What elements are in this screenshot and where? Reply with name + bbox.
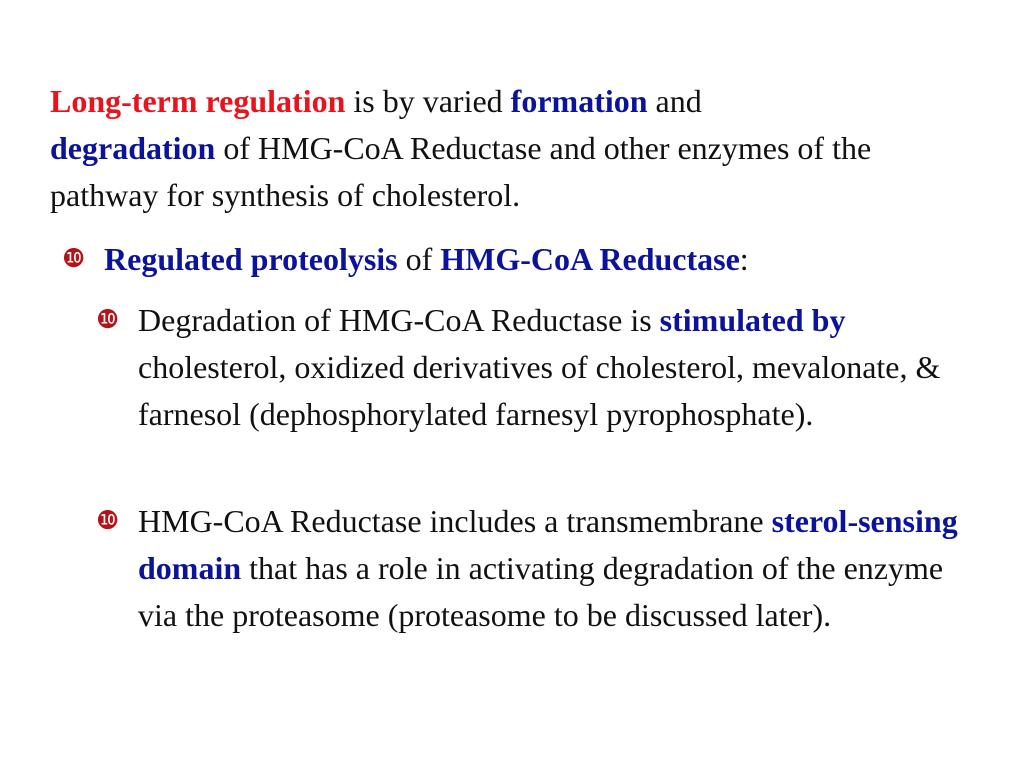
term-degradation: degradation [50, 130, 216, 166]
heading-bullet [62, 236, 992, 283]
sub-bullet-2 [96, 498, 976, 639]
sub-bullet-plain: Degradation of HMG-CoA Reductase is [138, 302, 660, 338]
intro-text: is by varied [345, 83, 511, 119]
sub-bullet-plain: cholesterol, oxidized derivatives of cholesterol, mevalonate, & farnesol (dephosphorylated farnesyl pyrophosphate). [138, 349, 941, 432]
heading-text [104, 236, 992, 283]
intro-text: and [647, 83, 702, 119]
intro-paragraph [50, 78, 980, 219]
heading-plain: of [397, 241, 441, 277]
term-formation: formation [510, 83, 648, 119]
term-stimulated-by: stimulated by [659, 302, 846, 338]
term-sterol-sensing-domain: sterol-sensing domain [138, 503, 958, 586]
intro-text: of HMG-CoA Reductase and other enzymes of the pathway for synthesis of cholesterol. [50, 130, 872, 213]
heading-colon: : [739, 241, 749, 277]
sub-bullet-text [138, 297, 976, 438]
term-regulated-proteolysis: Regulated proteolysis [104, 241, 398, 277]
bullet-icon: ❿ [96, 506, 120, 536]
term-hmg-coa-reductase: HMG-CoA Reductase [440, 241, 740, 277]
sub-bullet-plain: HMG-CoA Reductase includes a transmembrane [138, 503, 772, 539]
sub-bullet-plain: that has a role in activating degradation of the enzyme via the proteasome (proteasome to be discussed later). [138, 550, 944, 633]
bullet-icon: ❿ [62, 244, 86, 274]
sub-bullet-text [138, 498, 976, 639]
bullet-icon: ❿ [96, 305, 120, 335]
term-long-term-regulation: Long-term regulation [50, 83, 346, 119]
sub-bullet-1 [96, 297, 976, 438]
